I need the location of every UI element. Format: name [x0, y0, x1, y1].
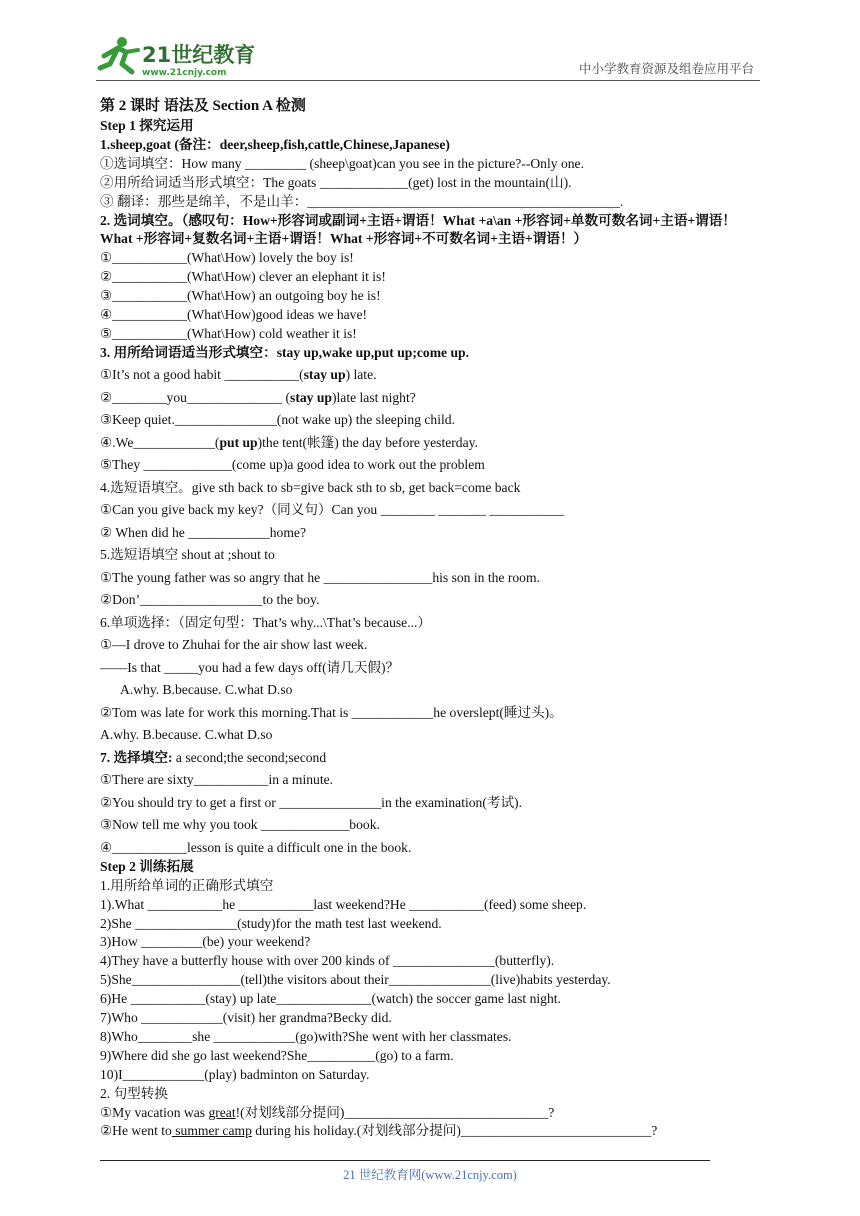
- q6-line-1: ①—I drove to Zhuhai for the air show last week.: [100, 637, 368, 653]
- q2-line-5: ⑤___________(What\How) cold weather it is!: [100, 325, 357, 341]
- q6-heading: 6.单项选择：（固定句型：That’s why...\That’s because...）: [100, 614, 431, 630]
- site-logo[interactable]: [96, 34, 276, 78]
- q7-line-3: ③Now tell me why you took _____________book.: [100, 817, 380, 833]
- q7-line-1: ①There are sixty___________in a minute.: [100, 772, 334, 788]
- q2-line-4: ④___________(What\How)good ideas we have!: [100, 307, 368, 323]
- q1-line-2: ②用所给词适当形式填空：The goats _____________(get) lost in the mountain(山).: [100, 174, 572, 190]
- header-platform-text: 中小学教育资源及组卷应用平台: [578, 62, 754, 76]
- q3-l4-bold: put up: [219, 434, 258, 450]
- q7-heading: [100, 749, 765, 768]
- q6-line-2: ——Is that _____you had a few days off(请几天假)？: [100, 659, 400, 675]
- q1-line-3: ③ 翻译：那些是绵羊，不是山羊：______________________________________________.: [100, 193, 624, 209]
- s2q2-l1-end: !(对划线部分提问)______________________________?: [235, 1104, 555, 1120]
- s2q1-item: 9)Where did she go last weekend?She__________(go) to a farm.: [100, 1047, 454, 1063]
- q3-line-2: [100, 389, 765, 408]
- q6-options-1: A.why. B.because. C.what D.so: [120, 682, 293, 698]
- q3-l1-end: ) late.: [345, 367, 377, 383]
- step2-heading: Step 2 训练拓展: [100, 858, 194, 874]
- lesson-title: 第 2 课时 语法及 Section A 检测: [100, 98, 306, 114]
- q3-heading: 3. 用所给词语适当形式填空：stay up,wake up,put up;come up.: [100, 344, 469, 360]
- q6-line-4: ②Tom was late for work this morning.That is ____________he overslept(睡过头)。: [100, 704, 563, 720]
- q2-line-1: ①___________(What\How) lovely the boy is!: [100, 250, 354, 266]
- q1-heading: 1.sheep,goat (备注：deer,sheep,fish,cattle,Chinese,Japanese): [100, 136, 450, 152]
- q3-l4-text: ④.We____________(: [100, 434, 220, 450]
- q5-line-1: ①The young father was so angry that he ________________his son in the room.: [100, 569, 540, 585]
- s2q1-item: 10)I____________(play) badminton on Saturday.: [100, 1066, 370, 1082]
- q4-line-2: ② When did he ____________home?: [100, 524, 306, 540]
- s2q2-line-2: [100, 1122, 765, 1141]
- q6-options-2: A.why. B.because. C.what D.so: [100, 727, 273, 743]
- q3-l2-bold: stay up: [290, 389, 332, 405]
- s2q2-l2-text: ②He went to: [100, 1123, 172, 1139]
- q2-line-3: ③___________(What\How) an outgoing boy he is!: [100, 288, 381, 304]
- s2q2-l2-end: during his holiday.(对划线部分提问)____________________________?: [251, 1123, 658, 1139]
- q7-head-rest: a second;the second;second: [172, 749, 327, 765]
- s2q2-heading: 2. 句型转换: [100, 1085, 168, 1101]
- q4-line-1: ①Can you give back my key?（同义句）Can you ________ _______ ___________: [100, 502, 565, 518]
- q3-l1-bold: stay up: [303, 367, 346, 383]
- s2q1-item: 1).What ___________he ___________last weekend?He ___________(feed) some sheep.: [100, 896, 587, 912]
- s2q1-item: 3)How _________(be) your weekend?: [100, 934, 311, 950]
- q7-line-4: ④___________lesson is quite a difficult one in the book.: [100, 839, 412, 855]
- q3-l4-end: )the tent(帐篷) the day before yesterday.: [257, 434, 478, 450]
- s2q1-item: 4)They have a butterfly house with over 200 kinds of _______________(butterfly).: [100, 953, 555, 969]
- q7-line-2: ②You should try to get a first or _______________in the examination(考试).: [100, 794, 522, 810]
- q2-line-2: ②___________(What\How) clever an elephant it is!: [100, 269, 386, 285]
- q3-l2-text: ②________you______________ (: [100, 389, 291, 405]
- s2q1-item: 7)Who ____________(visit) her grandma?Becky did.: [100, 1010, 392, 1026]
- s2q2-l1-text: ①My vacation was: [100, 1104, 209, 1120]
- footer-link[interactable]: 21 世纪教育网(www.21cnjy.com): [343, 1168, 517, 1182]
- q3-line-5: ⑤They _____________(come up)a good idea to work out the problem: [100, 457, 485, 473]
- q7-head-bold: 7. 选择填空:: [100, 749, 173, 765]
- page-header: [96, 34, 760, 81]
- logo-text: 21世纪教育: [142, 43, 256, 67]
- q5-line-2: ②Don’__________________to the boy.: [100, 592, 320, 608]
- s2q2-l2-underlined: summer camp: [171, 1123, 252, 1139]
- q3-line-3: ③Keep quiet._______________(not wake up) the sleeping child.: [100, 412, 455, 428]
- q3-line-1: [100, 366, 765, 385]
- s2q1-item: 8)Who________she ____________(go)with?She went with her classmates.: [100, 1028, 512, 1044]
- s2q1-heading: 1.用所给单词的正确形式填空: [100, 877, 274, 893]
- s2q1-item: 6)He ___________(stay) up late______________(watch) the soccer game last night.: [100, 991, 561, 1007]
- footer-divider: [100, 1160, 710, 1161]
- q4-heading: 4.选短语填空。give sth back to sb=give back sth to sb, get back=come back: [100, 479, 521, 495]
- q3-l2-end: )late last night?: [331, 389, 416, 405]
- step1-heading: Step 1 探究运用: [100, 118, 194, 133]
- q3-line-4: [100, 434, 765, 453]
- worksheet-content: [100, 96, 765, 1141]
- q3-l1-text: ①It’s not a good habit ___________(: [100, 367, 304, 383]
- q2-heading: 2. 选词填空。（感叹句：How+形容词或副词+主语+谓语！What +a\an +形容词+单数可数名词+主语+谓语！What +形容词+复数名词+主语+谓语！What +形容词+不可数名词+主语+谓语！）: [100, 212, 736, 247]
- s2q2-line-1: [100, 1104, 765, 1123]
- s2q1-item: 5)She________________(tell)the visitors about their_______________(live)habits yesterday.: [100, 972, 611, 988]
- q1-line-1: ①选词填空：How many _________ (sheep\goat)can you see in the picture?--Only one.: [100, 155, 584, 171]
- s2q2-l1-underlined: great: [208, 1104, 236, 1120]
- logo-url: www.21cnjy.com: [142, 68, 227, 78]
- q5-heading: 5.选短语填空 shout at ;shout to: [100, 547, 275, 563]
- runner-logo-icon: [96, 34, 276, 78]
- s2q1-item: 2)She _______________(study)for the math test last weekend.: [100, 915, 442, 931]
